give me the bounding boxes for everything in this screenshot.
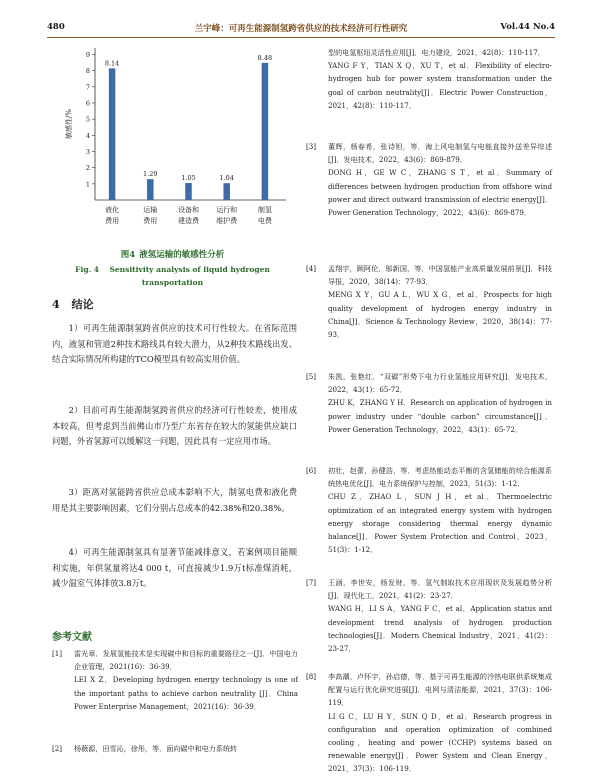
reference-number: [6] xyxy=(306,466,317,475)
figure-caption-cn xyxy=(50,248,295,260)
conclusion-paragraph: 3）距离对氢能跨省供应总成本影响不大，制氢电费和液化费用是其主要影响因素，它们分别占总成本的42.38%和20.38%。 xyxy=(52,487,297,513)
category-label: 电费 xyxy=(257,217,272,225)
y-tick-label: 7 xyxy=(85,83,90,92)
y-axis-label: 敏感性/% xyxy=(65,108,73,140)
running-header xyxy=(47,22,555,36)
category-label: 费用 xyxy=(105,217,120,225)
bar-value-label: 1.04 xyxy=(219,174,234,183)
bar xyxy=(147,179,154,200)
reference-text-cn: 初壮，赵蕾，孙健浩，等．考虑热能动态平衡的含氢储能的综合能源系统热电优化[J]．电力系统保护与控制，2023，51(3)：1-12． xyxy=(328,466,552,489)
header-rule xyxy=(47,37,555,38)
section-number: 4 xyxy=(52,298,60,311)
y-tick-label: 9 xyxy=(85,50,90,59)
bar-value-label: 1.29 xyxy=(143,170,158,179)
figure-caption-cn-text: 液氢运输的敏感性分析 xyxy=(139,250,225,260)
figure-caption-en-line2: transportation xyxy=(141,278,204,287)
reference-text-en: YANG F Y，TIAN X Q，XU T，et al．Flexibility of electro-hydrogen hub for power system transformation under the goal of carbon neutrality[J]．Electric Power Construction，2021，42(8)：110-117． xyxy=(328,61,552,110)
bar xyxy=(223,183,230,200)
sensitivity-bar-chart xyxy=(58,42,290,247)
bar xyxy=(109,68,116,200)
y-tick-label: 4 xyxy=(85,131,90,140)
figure-caption-en-line1: Fig. 4 Sensitivity analysis of liquid hydrogen xyxy=(75,265,270,274)
y-tick-label: 8 xyxy=(85,67,90,76)
section-heading xyxy=(52,296,106,312)
reference-number: [5] xyxy=(306,372,317,381)
reference-text-cn: 杨薇源，田雪沁，徐彤，等．面向碳中和电力系统转 xyxy=(74,744,238,753)
category-label: 运行和 xyxy=(216,206,238,214)
y-tick-label: 6 xyxy=(85,99,90,108)
figure-label: 图4 xyxy=(120,250,136,260)
conclusion-paragraph: 1）可再生能源制氢跨省供应的技术可行性较大。在省际范围内，液氢和管道2种技术路线具有较大潜力，从2种技术路线出发、结合实际情况所构建的TCO模型具有较高实用价值。 xyxy=(52,323,297,365)
category-label: 液化 xyxy=(105,206,120,214)
bar-value-label: 8.14 xyxy=(104,59,120,68)
figure-caption-en xyxy=(50,263,295,289)
bar-value-label: 1.05 xyxy=(181,174,196,183)
category-label: 运输 xyxy=(143,206,158,214)
conclusion-paragraph: 2）目前可再生能源制氢跨省供应的经济可行性较差，使用成本较高，但考虑到当前佛山市乃至广东省存在较大的氢能供应缺口问题，外省氢源可以缓解这一问题，因此具有一定应用市场。 xyxy=(52,405,297,447)
reference-text-en: LEI X Z．Developing hydrogen energy technology is one of the important paths to achieve carbon neutrality [J]．China Power Enterprise Management，2021(16)：36-39． xyxy=(74,675,298,711)
reference-text-cn: 李高潮，卢怀宇，孙启德，等．基于可再生能源的冷热电联供系统集成配置与运行优化研究进展[J]．电网与清洁能源，2021，37(3)：106-119． xyxy=(328,672,552,708)
category-label: 维护费 xyxy=(216,217,238,225)
reference-text-en: WANG H，LI S A，YANG F C，et al．Application status and development trend analysis of hydrogen production technologies[J]．Modern Chemical Industry，2021，41(2)：23-27． xyxy=(328,604,552,654)
bar xyxy=(185,183,192,200)
reference-text-en: ZHU K，ZHANG Y H．Research on application of hydrogen in power industry under “double carbon” circumstance[J]．Power Generation Technology，2022，43(1)：65-72． xyxy=(328,398,552,434)
y-tick-label: 2 xyxy=(85,164,90,173)
reference-number: [7] xyxy=(306,578,317,587)
conclusion-paragraph: 4）可再生能源制氢具有显著节能减排意义，若案例项目能顺利实施，年供氢量将达4 000 t，可直接减少1.9万t标准煤消耗，减少温室气体排放3.8万t。 xyxy=(52,547,297,589)
y-tick-label: 3 xyxy=(85,147,90,156)
category-label: 制氢 xyxy=(257,206,272,214)
section-title: 结论 xyxy=(71,298,94,311)
reference-text-cn: 董辉，杨春希，张诗钽，等．海上风电制氢与电能直接外送差异综述[J]．发电技术，2022，43(6)：869-879． xyxy=(328,142,552,165)
volume-issue: Vol.44 No.4 xyxy=(500,22,555,32)
reference-number: [3] xyxy=(306,142,317,151)
reference-text-en: MENG X Y，GU A L，WU X G，et al．Prospects for high quality development of hydrogen energy industry in China[J]．Science & Technology Review，2020，38(14)：77-93． xyxy=(328,290,552,340)
reference-text-cn: 朱凯，张艳红．“双碳”形势下电力行业氢能应用研究[J]．发电技术，2022，43(1)：65-72． xyxy=(328,372,552,395)
reference-text-cn: 雷光章．发展氢能技术是实现碳中和目标的重要路径之一[J]．中国电力企业管理，2021(16)：36-39． xyxy=(74,649,298,672)
page-number: 480 xyxy=(47,22,65,32)
reference-number: [2] xyxy=(52,744,63,753)
reference-text-cn: 孟翔宇，顾阿伦，邬新国，等．中国氢能产业高质量发展前景[J]．科技导报，2020，38(14)：77-93． xyxy=(328,264,552,287)
reference-text-en: CHU Z，ZHAO L，SUN J H，et al．Thermoelectric optimization of an integrated energy system with hydrogen energy storage considering thermal energy dynamic balance[J]．Power System Protection and Control，2023，51(3)：1-12． xyxy=(328,492,552,555)
bar-value-label: 8.48 xyxy=(257,53,273,62)
reference-text-cn: 型的电氢枢纽灵活性应用[J]．电力建设，2021，42(8)：110-117． xyxy=(328,48,545,57)
bar xyxy=(262,63,269,200)
reference-text-en: LI G C，LU H Y，SUN Q D，et al．Research progress in configuration and operation optimization of combined cooling，heating and power (CCHP) systems based on renewable energy[J]．Power System and Clean Energy，2021，37(3)：106-119． xyxy=(328,711,552,774)
reference-text-en: DONG H，GE W C，ZHANG S T，et al．Summary of differences between hydrogen production from offshore wind power and direct outward transmission of electric energy[J]．Power Generation Technology，2022，43(6)：869-879． xyxy=(328,168,552,218)
category-label: 设备和 xyxy=(178,206,199,214)
category-label: 费用 xyxy=(143,217,158,225)
reference-text-cn: 王涵，李世安，杨发财，等．氢气制取技术应用现状及发展趋势分析[J]．现代化工，2021，41(2)：23-27． xyxy=(328,578,552,601)
y-tick-label: 1 xyxy=(85,180,90,189)
category-label: 建造费 xyxy=(178,217,199,225)
reference-number: [8] xyxy=(306,672,317,681)
y-tick-label: 5 xyxy=(85,115,90,124)
running-title: 兰宇峰：可再生能源制氢跨省供应的技术经济可行性研究 xyxy=(194,24,408,34)
references-heading: 参考文献 xyxy=(52,632,92,643)
reference-number: [1] xyxy=(52,649,63,658)
reference-number: [4] xyxy=(306,264,317,273)
